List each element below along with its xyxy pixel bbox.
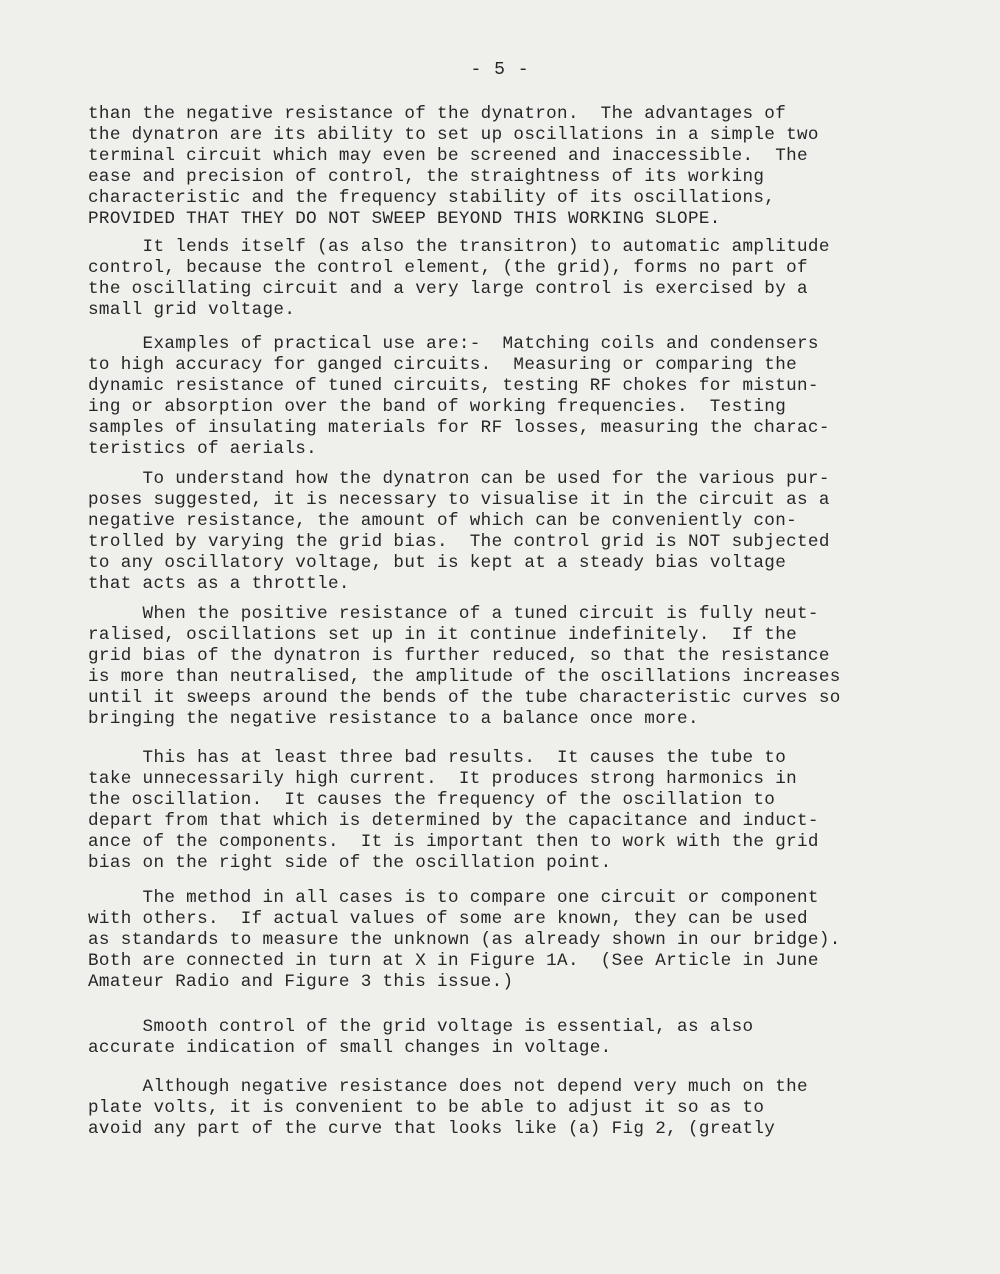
text-line: teristics of aerials. [88,439,318,459]
paragraph-practical-uses [88,334,968,460]
text-line: It lends itself (as also the transitron) to automatic amplitude [88,237,830,257]
text-line: bringing the negative resistance to a balance once more. [88,709,699,729]
text-line: plate volts, it is convenient to be able to adjust it so as to [88,1098,765,1118]
text-line: When the positive resistance of a tuned circuit is fully neut- [88,604,819,624]
text-line: ralised, oscillations set up in it continue indefinitely. If the [88,625,798,645]
text-line: control, because the control element, (the grid), forms no part of [88,258,808,278]
page-number: - 5 - [470,60,530,80]
text-line: terminal circuit which may even be screened and inaccessible. The [88,146,808,166]
paragraph-oscillation-behaviour [88,604,968,730]
paragraph-plate-volts [88,1077,968,1140]
text-line: until it sweeps around the bends of the tube characteristic curves so [88,688,841,708]
text-line: poses suggested, it is necessary to visualise it in the circuit as a [88,490,830,510]
text-line: as standards to measure the unknown (as already shown in our bridge). [88,930,841,950]
text-line: that acts as a throttle. [88,574,350,594]
paragraph-automatic-amplitude-control [88,237,968,321]
text-line: Both are connected in turn at X in Figure 1A. (See Article in June [88,951,819,971]
text-line: with others. If actual values of some are known, they can be used [88,909,808,929]
text-line: avoid any part of the curve that looks like (a) Fig 2, (greatly [88,1119,776,1139]
text-line: ing or absorption over the band of working frequencies. Testing [88,397,787,417]
text-line: characteristic and the frequency stability of its oscillations, [88,188,776,208]
text-line: grid bias of the dynatron is further reduced, so that the resistance [88,646,830,666]
text-line: samples of insulating materials for RF losses, measuring the charac- [88,418,830,438]
paragraph-comparison-method [88,888,968,993]
text-line: depart from that which is determined by the capacitance and induct- [88,811,819,831]
text-line: is more than neutralised, the amplitude of the oscillations increases [88,667,841,687]
text-line: take unnecessarily high current. It produces strong harmonics in [88,769,798,789]
paragraph-bad-results [88,748,968,874]
text-line: the oscillation. It causes the frequency of the oscillation to [88,790,776,810]
text-line: To understand how the dynatron can be used for the various pur- [88,469,830,489]
text-line: Amateur Radio and Figure 3 this issue.) [88,972,514,992]
text-line: the oscillating circuit and a very large control is exercised by a [88,279,808,299]
text-line: to any oscillatory voltage, but is kept at a steady bias voltage [88,553,787,573]
text-line: Examples of practical use are:- Matching coils and condensers [88,334,819,354]
text-line: PROVIDED THAT THEY DO NOT SWEEP BEYOND THIS WORKING SLOPE. [88,209,721,229]
text-line: accurate indication of small changes in voltage. [88,1038,612,1058]
paragraph-smooth-control [88,1017,968,1059]
text-line: ease and precision of control, the straightness of its working [88,167,765,187]
text-line: dynamic resistance of tuned circuits, testing RF chokes for mistun- [88,376,819,396]
text-line: small grid voltage. [88,300,296,320]
text-line: ance of the components. It is important then to work with the grid [88,832,819,852]
text-line: to high accuracy for ganged circuits. Measuring or comparing the [88,355,798,375]
text-line: than the negative resistance of the dynatron. The advantages of [88,104,787,124]
text-line: trolled by varying the grid bias. The control grid is NOT subjected [88,532,830,552]
text-line: This has at least three bad results. It causes the tube to [88,748,787,768]
text-line: The method in all cases is to compare one circuit or component [88,888,819,908]
text-line: the dynatron are its ability to set up oscillations in a simple two [88,125,819,145]
text-line: negative resistance, the amount of which can be conveniently con- [88,511,798,531]
paragraph-dynatron-advantages [88,104,968,230]
text-line: Smooth control of the grid voltage is essential, as also [88,1017,754,1037]
paragraph-negative-resistance [88,469,968,595]
text-line: Although negative resistance does not depend very much on the [88,1077,808,1097]
text-line: bias on the right side of the oscillation point. [88,853,612,873]
